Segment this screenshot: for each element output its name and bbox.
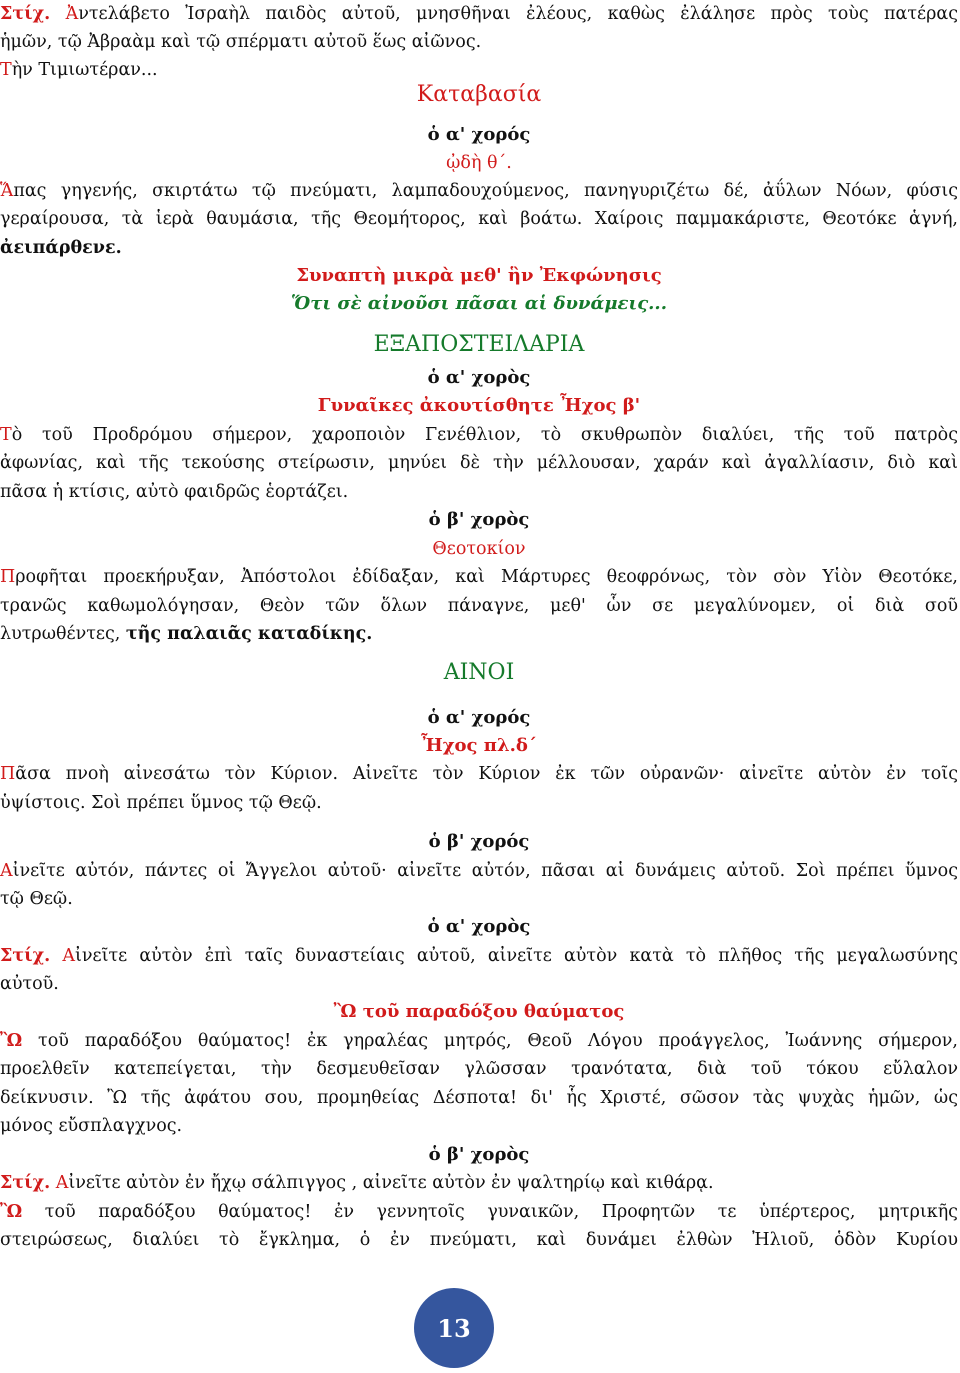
text-segment: Θεοτοκίον xyxy=(432,539,526,559)
choir-heading xyxy=(0,704,958,732)
section-heading xyxy=(0,81,958,109)
text-segment: ἰνεῖτε αὐτὸν ἐπὶ ταῖς δυναστείαις αὐτοῦ, αἰνεῖτε αὐτὸν κατὰ τὸ πλῆθος τῆς μεγαλωσύνης xyxy=(75,946,958,966)
text-segment: Ὢ xyxy=(0,1202,23,1222)
text-line xyxy=(0,620,958,648)
text-segment: τοῦ παραδόξου θαύματος! ἐν γεννητοῖς γυναικῶν, Προφητῶν τε ὑπέρτερος, μητρικῆς xyxy=(22,1202,958,1222)
hymn-heading xyxy=(0,998,958,1026)
text-segment: ᾠδὴ θ΄. xyxy=(446,153,512,173)
text-segment: Γυναῖκες ἀκουτίσθητε Ἦχος β' xyxy=(317,395,641,416)
text-segment: Ἅ xyxy=(0,181,14,201)
text-segment: ὁ β' χορὸς xyxy=(428,1144,530,1165)
text-segment: Π xyxy=(0,567,16,587)
text-segment: Τ xyxy=(0,60,12,80)
text-segment: προελθεῖν κατεπείγεται, τὴν δεσμευθεῖσαν γλῶσσαν τρανότατα, διὰ τοῦ τόκου εὔλαλον xyxy=(0,1059,958,1079)
text-line xyxy=(0,421,958,449)
text-segment: Α xyxy=(50,1173,69,1193)
text-line xyxy=(0,478,958,506)
text-segment: Α xyxy=(50,946,76,966)
text-segment: πας γηγενής, σκιρτάτω τῷ πνεύματι, λαμπαδουχούμενος, πανηγυριζέτω δέ, ἀΰλων Νόων, φύσις xyxy=(13,181,958,201)
text-segment: ἀειπάρθενε. xyxy=(0,238,122,258)
text-line xyxy=(0,56,958,84)
ode-heading xyxy=(0,149,958,177)
text-segment: μόνος εὔσπλαγχνος. xyxy=(0,1116,183,1136)
text-segment: ἰνεῖτε αὐτόν, πάντες οἱ Ἄγγελοι αὐτοῦ· αἰνεῖτε αὐτόν, πᾶσαι αἱ δυνάμεις αὐτοῦ. Σοὶ πρέπει ὕμνος xyxy=(12,861,958,881)
choir-heading xyxy=(0,828,958,856)
text-segment: Π xyxy=(0,764,16,784)
text-segment: πᾶσα ἡ κτίσις, αὐτὸ φαιδρῶς ἑορτάζει. xyxy=(0,482,349,502)
tone-heading xyxy=(0,732,958,760)
section-heading xyxy=(0,331,958,359)
text-line xyxy=(0,942,958,970)
text-line xyxy=(0,205,958,233)
text-segment: ὁ α' χορὸς xyxy=(427,367,531,388)
text-segment: τῆς παλαιᾶς καταδίκης. xyxy=(125,624,373,644)
text-line xyxy=(0,234,958,262)
text-line xyxy=(0,1198,958,1226)
text-segment: δείκνυσιν. Ὢ τῆς ἀφάτου σου, προμηθείας Δέσποτα! δι' ἧς Χριστέ, σῶσον τὰς ψυχὰς ἡμῶν, ὡς xyxy=(0,1088,958,1108)
text-line xyxy=(0,449,958,477)
choir-heading xyxy=(0,121,958,149)
text-segment: ὴν Τιμιωτέραν... xyxy=(11,60,158,80)
text-line xyxy=(0,28,958,56)
text-line xyxy=(0,760,958,788)
text-segment: Ἀ xyxy=(50,4,79,24)
text-line xyxy=(0,1027,958,1055)
text-line xyxy=(0,1084,958,1112)
text-segment: Α xyxy=(0,861,13,881)
text-segment: γεραίρουσα, τὰ ἱερὰ θαυμάσια, τῆς Θεομήτορος, καὶ βοάτω. Χαίροις παμμακάριστε, Θεοτόκε ἁγνή, xyxy=(0,209,958,229)
text-segment: ὁ α' χορός xyxy=(427,124,531,145)
text-segment: Ὅτι σὲ αἰνοῦσι πᾶσαι αἱ δυνάμεις... xyxy=(291,293,667,314)
text-segment: Στίχ. xyxy=(0,4,51,24)
text-segment: ὁ β' χορός xyxy=(428,831,530,852)
text-segment: Τ xyxy=(0,425,12,445)
text-segment: ᾶσα πνοὴ αἰνεσάτω τὸν Κύριον. Αἰνεῖτε τὸν Κύριον ἐκ τῶν οὐρανῶν· αἰνεῖτε αὐτὸν ἐν τοῖς xyxy=(15,764,958,784)
choir-heading xyxy=(0,364,958,392)
text-segment: ὑψίστοις. Σοὶ πρέπει ὕμνος τῷ Θεῷ. xyxy=(0,793,322,813)
text-segment: τοῦ παραδόξου θαύματος! ἐκ γηραλέας μητρός, Θεοῦ Λόγου προάγγελος, Ἰωάννης σήμερον, xyxy=(22,1031,958,1051)
text-segment: Ὢ xyxy=(0,1031,23,1051)
text-segment: ντελάβετο Ἰσραὴλ παιδὸς αὐτοῦ, μνησθῆναι ἐλέους, καθὼς ἐλάλησε πρὸς τοὺς πατέρας xyxy=(78,4,958,24)
text-line xyxy=(0,1226,958,1254)
text-segment: τῷ Θεῷ. xyxy=(0,889,73,909)
text-segment: ὁ α' χορὸς xyxy=(427,916,531,937)
text-segment: Ὢ τοῦ παραδόξου θαύματος xyxy=(333,1001,625,1022)
text-segment: ἀφωνίας, καὶ τῆς τεκούσης στείρωσιν, μηνύει δὲ τὴν μέλλουσαν, χαράν καὶ ἀγαλλίασιν, διὸ καὶ xyxy=(0,453,958,473)
text-segment: τρανῶς καθωμολόγησαν, Θεὸν τῶν ὅλων πάναγνε, μεθ' ὧν σε μεγαλύνομεν, οἱ διὰ σοῦ xyxy=(0,596,958,616)
text-segment: ροφῆται προεκήρυξαν, Ἀπόστολοι ἐδίδαξαν, καὶ Μάρτυρες θεοφρόνως, τὸν σὸν Υἱὸν Θεοτόκε, xyxy=(15,567,958,587)
text-line xyxy=(0,1055,958,1083)
page-number-badge xyxy=(414,1288,494,1368)
text-segment: ὸ τοῦ Προδρόμου σήμερον, χαροποιὸν Γενέθλιον, τὸ σκυθρωπὸν διαλύει, τῆς τοῦ πατρὸς xyxy=(11,425,958,445)
rubric-heading xyxy=(0,262,958,290)
text-segment: ΕΞΑΠΟΣΤΕΙΛΑΡΙΑ xyxy=(373,332,585,357)
text-segment: Καταβασία xyxy=(416,82,542,107)
text-segment: Στίχ. xyxy=(0,1173,51,1193)
text-line xyxy=(0,857,958,885)
theotokion-heading xyxy=(0,535,958,563)
text-segment: λυτρωθέντες, xyxy=(0,624,126,644)
text-segment: ἰνεῖτε αὐτὸν ἐν ἤχῳ σάλπιγγος , αἰνεῖτε αὐτὸν ἐν ψαλτηρίῳ καὶ κιθάρᾳ. xyxy=(68,1173,714,1193)
text-line xyxy=(0,177,958,205)
exclamation-line xyxy=(0,290,958,318)
text-line xyxy=(0,563,958,591)
text-line xyxy=(0,0,958,28)
text-segment: ΑΙΝΟΙ xyxy=(443,660,515,685)
text-line xyxy=(0,1169,958,1197)
choir-heading xyxy=(0,1141,958,1169)
section-heading xyxy=(0,659,958,687)
text-line xyxy=(0,592,958,620)
text-segment: αὐτοῦ. xyxy=(0,974,59,994)
tone-heading xyxy=(0,392,958,420)
text-segment: ὁ β' χορὸς xyxy=(428,509,530,530)
text-segment: ὁ α' χορός xyxy=(427,707,531,728)
text-line xyxy=(0,1112,958,1140)
choir-heading xyxy=(0,913,958,941)
text-segment: ἡμῶν, τῷ Ἀβραὰμ καὶ τῷ σπέρματι αὐτοῦ ἕως αἰῶνος. xyxy=(0,32,482,52)
text-segment: Ἦχος πλ.δ΄ xyxy=(421,735,537,756)
text-line xyxy=(0,970,958,998)
text-line xyxy=(0,885,958,913)
choir-heading xyxy=(0,506,958,534)
text-segment: στειρώσεως, διαλύει τὸ ἔγκλημα, ὁ ἐν πνεύματι, καὶ δυνάμει ἐλθὼν Ἠλιοῦ, ὁδὸν Κυρίου xyxy=(0,1230,958,1250)
page-number: 13 xyxy=(437,1313,471,1343)
text-segment: Συναπτὴ μικρὰ μεθ' ἣν Ἐκφώνησις xyxy=(296,265,662,286)
text-segment: Στίχ. xyxy=(0,946,51,966)
text-line xyxy=(0,789,958,817)
